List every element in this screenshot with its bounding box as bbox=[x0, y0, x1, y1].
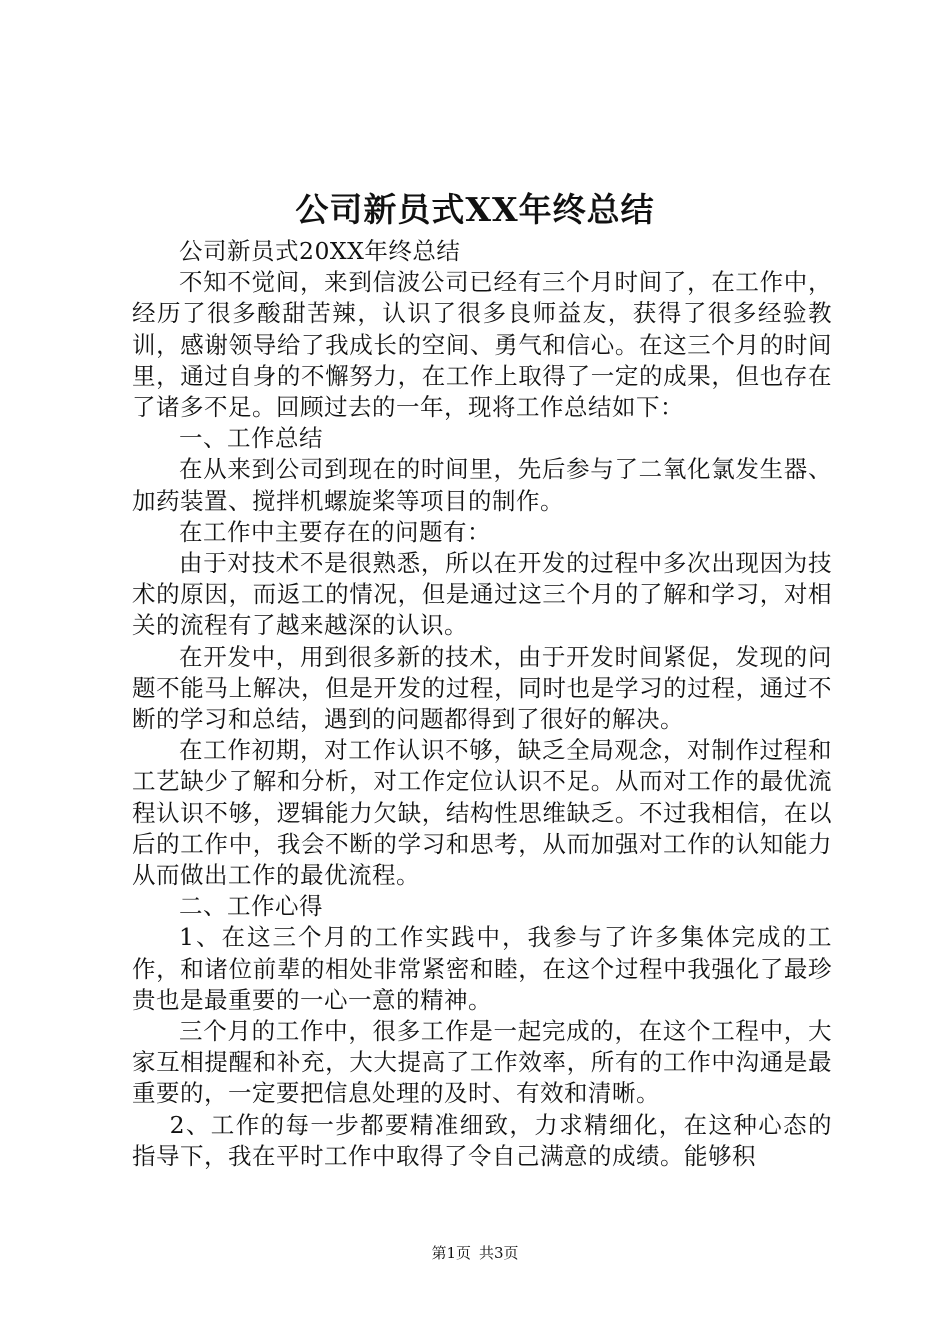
paragraph-development: 在开发中，用到很多新的技术，由于开发时间紧促，发现的问题不能马上解决，但是开发的过程，同时也是学习的过程，通过不断的学习和总结，遇到的问题都得到了很好的解决。 bbox=[132, 642, 832, 734]
intro-paragraph: 不知不觉间，来到信波公司已经有三个月时间了，在工作中，经历了很多酸甜苦辣，认识了很多良师益友，获得了很多经验教训，感谢领导给了我成长的空间、勇气和信心。在这三个月的时间里，通过自身的不懈努力，在工作上取得了一定的成果，但也存在了诸多不足。回顾过去的一年，现将工作总结如下： bbox=[132, 268, 832, 422]
page-footer bbox=[0, 1243, 950, 1263]
paragraph-projects: 在从来到公司到现在的时间里，先后参与了二氧化氯发生器、加药装置、搅拌机螺旋桨等项目的制作。 bbox=[132, 455, 832, 515]
section-heading-work-summary: 一、工作总结 bbox=[179, 424, 323, 453]
page-total: 共3页 bbox=[479, 1244, 519, 1262]
paragraph-precision: 2、工作的每一步都要精准细致，力求精细化，在这种心态的指导下，我在平时工作中取得了令自己满意的成绩。能够积 bbox=[132, 1110, 832, 1170]
paragraph-early-work: 在工作初期，对工作认识不够，缺乏全局观念，对制作过程和工艺缺少了解和分析，对工作定位认识不足。从而对工作的最优流程认识不够，逻辑能力欠缺，结构性思维缺乏。不过我相信，在以后的工作中，我会不断的学习和思考，从而加强对工作的认知能力从而做出工作的最优流程。 bbox=[132, 736, 832, 890]
paragraph-teamwork: 1、在这三个月的工作实践中，我参与了许多集体完成的工作，和诸位前辈的相处非常紧密和睦，在这个过程中我强化了最珍贵也是最重要的一心一意的精神。 bbox=[132, 923, 832, 1014]
document-body bbox=[132, 236, 832, 1172]
document-title: 公司新员式XX年终总结 bbox=[295, 190, 655, 229]
section-heading-experience: 二、工作心得 bbox=[179, 892, 323, 921]
paragraph-technology: 由于对技术不是很熟悉，所以在开发的过程中多次出现因为技术的原因，而返工的情况，但是通过这三个月的了解和学习，对相关的流程有了越来越深的认识。 bbox=[132, 549, 832, 640]
page-number: 第1页 bbox=[431, 1244, 471, 1262]
paragraph-communication: 三个月的工作中，很多工作是一起完成的，在这个工程中，大家互相提醒和补充，大大提高了工作效率，所有的工作中沟通是最重要的，一定要把信息处理的及时、有效和清晰。 bbox=[132, 1017, 832, 1108]
subtitle-paragraph: 公司新员式20XX年终总结 bbox=[179, 237, 461, 265]
paragraph-problems-intro: 在工作中主要存在的问题有： bbox=[179, 517, 491, 546]
